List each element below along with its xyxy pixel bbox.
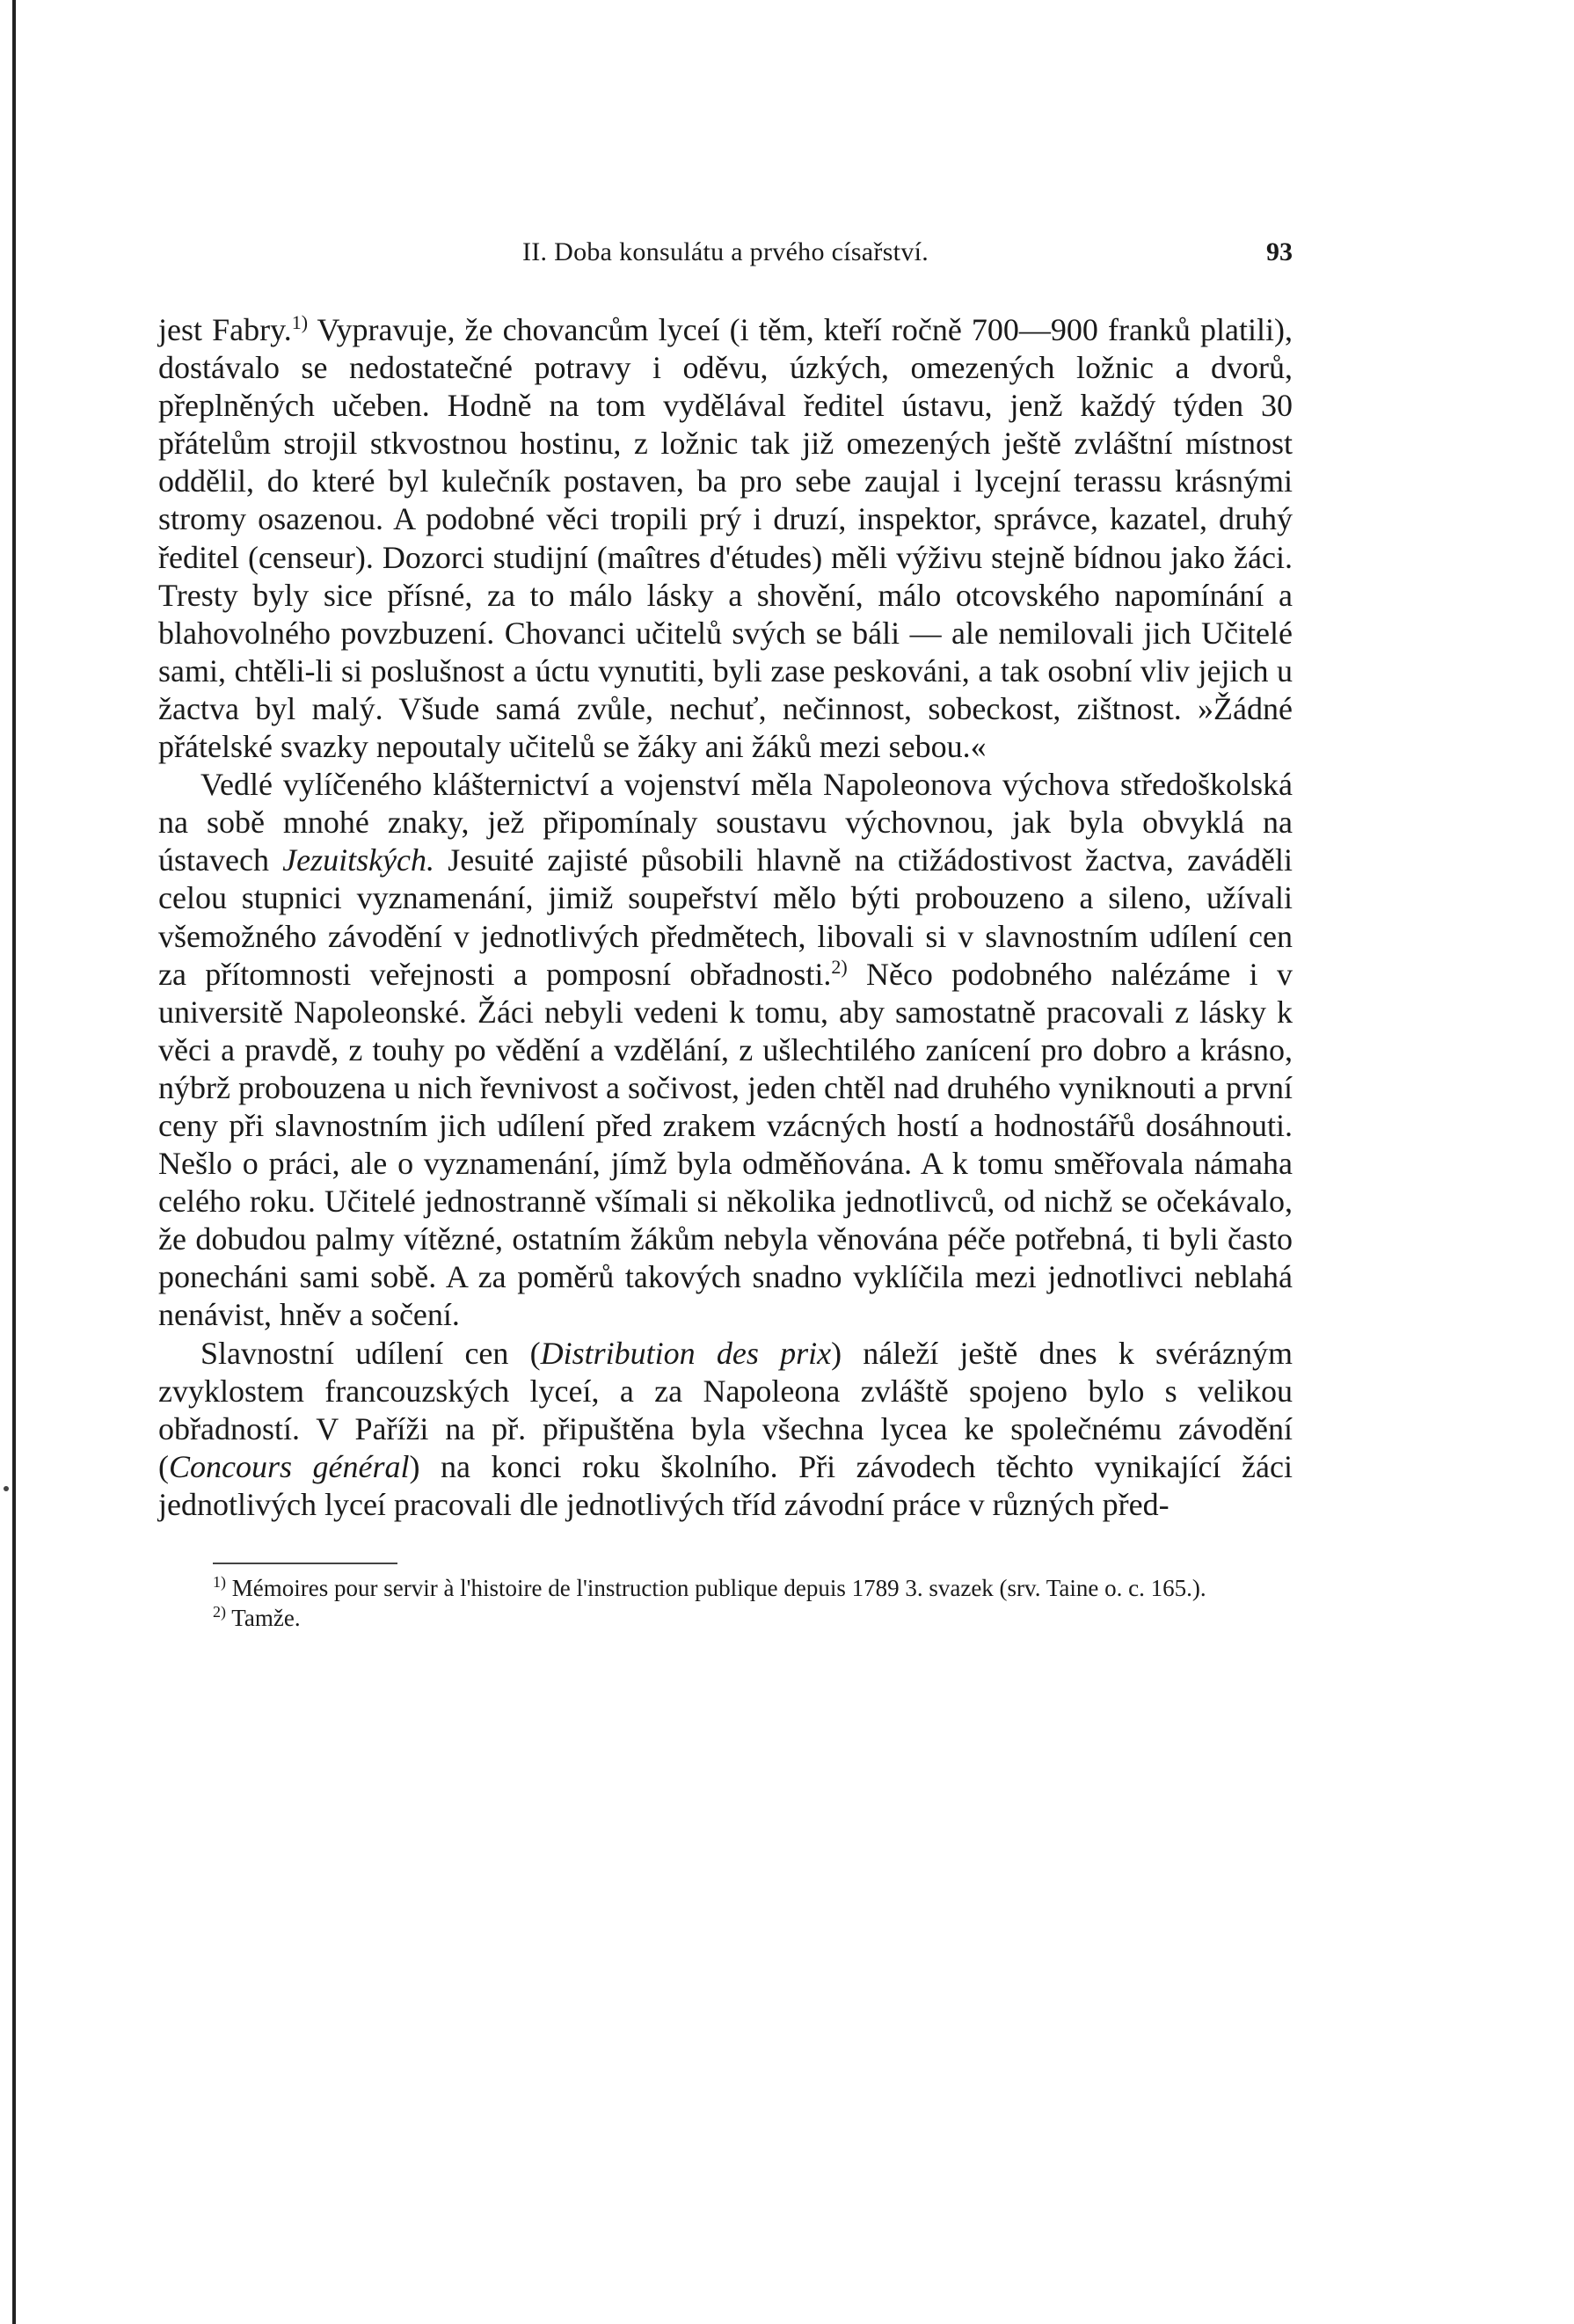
body-text <box>158 311 1293 1524</box>
paragraph-1-text-b: Vypravuje, že chovancům lyceí (i těm, kteří ročně 700—900 franků platili), dostávalo se nedostatečné potravy i oděvu, úzkých, omezených ložnic a dvorů, přeplněných učeben. Hodně na tom vydělával ředitel ústavu, jenž každý týden 30 přátelům strojil stkvostnou hostinu, z ložnic tak již omezených ještě zvláštní místnost oddělil, do které byl kulečník postaven, ba pro sebe zaujal i lycejní terassu krásnými stromy osazenou. A podobné věci tropili prý i druzí, inspektor, správce, kazatel, druhý ředitel (censeur). Dozorci studijní (maîtres d'études) měli výživu stejně bídnou jako žáci. Tresty byly sice přísné, za to málo lásky a shovění, málo otcovského napomínání a blahovolného povzbuzení. Chovanci učitelů svých se báli — ale nemilovali jich Učitelé sami, chtěli-li si poslušnost a úctu vynutiti, byli zase peskováni, a tak osobní vliv jejich u žactva byl malý. Všude samá zvůle, nechuť, nečinnost, sobeckost, zištnost. »Žádné přátelské svazky nepoutaly učitelů se žáky ani žáků mezi sebou.« <box>158 312 1293 765</box>
paragraph-3-text-a: Slavnostní udílení cen ( <box>200 1335 541 1371</box>
margin-speck <box>4 1486 9 1491</box>
paragraph-2-text-b: Jesuité zajisté působili hlavně na ctižádostivost žactva, zaváděli celou stupnici vyznamenání, jimiž soupeřství mělo býti probouzeno a sileno, užívali všemožného závodění v jednotlivých předmětech, libovali si v slavnostním udílení cen za přítomnosti veřejnosti a pomposní obřadnosti. <box>158 842 1293 992</box>
paragraph-1 <box>158 311 1293 766</box>
footnote-2-text: Tamže. <box>226 1605 301 1631</box>
paragraph-2-text-c: Něco podobného nalézáme i v universitě Napoleonské. Žáci nebyli vedeni k tomu, aby samostatně pracovali z lásky k věci a pravdě, z touhy po vědění a vzdělání, z ušlechtilého zanícení pro dobro a krásno, nýbrž probouzena u nich řevnivost a sočivost, jeden chtěl nad druhého vyniknouti a první ceny při slavnostním jich udílení před zrakem vzácných hostí a hodnostářů dosáhnouti. Nešlo o práci, ale o vyznamenání, jímž byla odměňována. A k tomu směřovala námaha celého roku. Učitelé jednostranně všímali si několika jednotlivců, od nichž se očekávalo, že dobudou palmy vítězné, ostatním žákům nebyla věnována péče potřebná, ti byli často ponecháni sami sobě. A za poměrů takových snadno vyklíčila mezi jednotlivci neblahá nenávist, hněv a sočení. <box>158 956 1293 1333</box>
footnote-2-indent <box>158 1605 213 1631</box>
paragraph-3 <box>158 1335 1293 1524</box>
paragraph-2-text-a: Vedlé vylíčeného klášternictví a vojenství měla Napoleonova výchova středoškolská na sobě mnohé znaky, jež připomínaly soustavu výchovnou, jak byla obvyklá na ústavech <box>158 767 1293 878</box>
paragraph-3-text-b: ) náleží ještě dnes k svérázným zvyklostem francouzských lyceí, a za Napoleona zvláště spojeno bylo s velikou obřadností. V Paříži na př. připuštěna byla všechna lycea ke společnému závodění ( <box>158 1335 1293 1484</box>
page-number: 93 <box>1266 237 1293 266</box>
paragraph-2-italic: Jezuitských. <box>282 842 435 878</box>
footnotes <box>158 1573 1293 1633</box>
paragraph-3-italic-2: Concours général <box>169 1448 410 1484</box>
footnote-separator <box>213 1563 397 1564</box>
footnote-1-text: Mémoires pour servir à l'histoire de l'instruction publique depuis 1789 3. svazek (srv. Taine o. c. 165.). <box>226 1575 1206 1601</box>
paragraph-3-text-c: ) na konci roku školního. Při závodech těchto vynikající žáci jednotlivých lyceí pracovali dle jednotlivých tříd závodní práce v různých před- <box>158 1448 1293 1522</box>
footnote-1-indent <box>158 1575 213 1601</box>
paragraph-3-italic-1: Distribution des prix <box>540 1335 832 1371</box>
paragraph-1-text-a: jest Fabry. <box>158 312 292 347</box>
footnote-2 <box>158 1603 1293 1633</box>
footnote-ref-2: 2) <box>831 955 848 978</box>
book-page <box>158 237 1293 1633</box>
footnote-1 <box>158 1573 1293 1603</box>
running-head <box>158 237 1293 281</box>
footnote-ref-1: 1) <box>291 311 309 333</box>
footnote-1-marker: 1) <box>213 1573 226 1591</box>
paragraph-2 <box>158 766 1293 1334</box>
page-edge-line <box>12 0 16 2324</box>
footnote-2-marker: 2) <box>213 1603 226 1621</box>
running-title: II. Doba konsulátu a prvého císařství. <box>521 237 929 266</box>
